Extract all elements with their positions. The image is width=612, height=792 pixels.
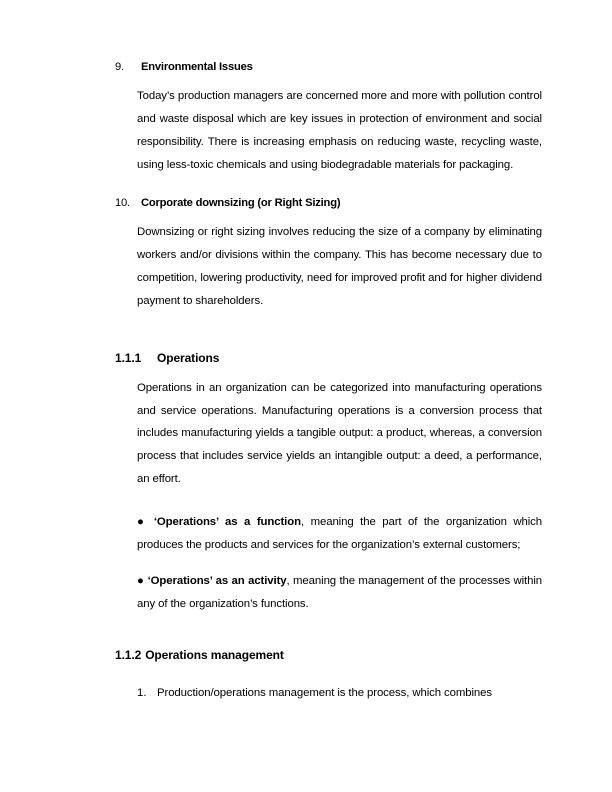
bullet-marker: ● <box>137 515 148 528</box>
paragraph-text: Operations in an organization can be categorized into manufacturing operations and service operations. Manufacturing operations is a conversion process that includes manufacturing yields a tangible output: a product, whereas, a conversion process that includes service yields an intangible output: a deed, a performance, an effort. <box>137 381 542 485</box>
section-number: 1.1.1 <box>115 350 142 365</box>
paragraph-environmental-issues <box>115 85 542 176</box>
page-content <box>115 60 542 705</box>
heading-environmental-issues <box>115 60 542 75</box>
spacer <box>115 674 542 682</box>
bullet-text <box>137 570 542 616</box>
section-heading-operations <box>115 351 542 365</box>
bullet-lead: ‘Operations’ as an activity <box>147 575 287 588</box>
bullet-marker: ● <box>137 575 145 588</box>
section-heading-operations-management <box>115 648 542 662</box>
bullet-text <box>137 511 542 557</box>
list-item-number: 1. <box>137 687 147 700</box>
bullet-operations-as-a-function <box>115 511 542 557</box>
list-item-text-wrap <box>157 682 542 705</box>
section-number: 1.1.2 <box>115 648 142 663</box>
paragraph-text: Today’s production managers are concerned more and more with pollution control and waste disposal which are key issues in protection of environment and social responsibility. There is increasing emphasis on reducing waste, recycling waste, using less-toxic chemicals and using biodegradable materials for packaging. <box>137 90 542 171</box>
bullet-operations-as-an-activity <box>115 570 542 616</box>
heading-text: Corporate downsizing (or Right Sizing) <box>141 197 341 210</box>
paragraph-operations <box>115 377 542 491</box>
bullet-rest: , meaning the part of the organization which produces the products and services for the organization’s external customers; <box>137 515 542 551</box>
bullet-lead: ‘Operations’ as a function <box>153 515 301 528</box>
paragraph-text: Downsizing or right sizing involves reducing the size of a company by eliminating workers and/or divisions within the company. This has become necessary due to competition, lowering productivity, need for improved profit and for higher dividend payment to shareholders. <box>137 226 542 307</box>
heading-text: Environmental Issues <box>141 61 253 73</box>
spacer <box>115 562 542 570</box>
bullet-rest: , meaning the management of the processes within any of the organization’s functions. <box>137 575 543 611</box>
section-title: Operations management <box>145 648 284 663</box>
list-item-text: Production/operations management is the process, which combines <box>157 687 492 700</box>
heading-number: 10. <box>115 197 130 210</box>
heading-number: 9. <box>115 61 124 73</box>
heading-corporate-downsizing <box>115 196 542 211</box>
spacer <box>115 325 542 351</box>
section-title: Operations <box>157 350 220 365</box>
paragraph-corporate-downsizing <box>115 221 542 312</box>
spacer <box>115 188 542 196</box>
spacer <box>115 622 542 648</box>
list-item <box>115 682 542 705</box>
spacer <box>115 503 542 511</box>
